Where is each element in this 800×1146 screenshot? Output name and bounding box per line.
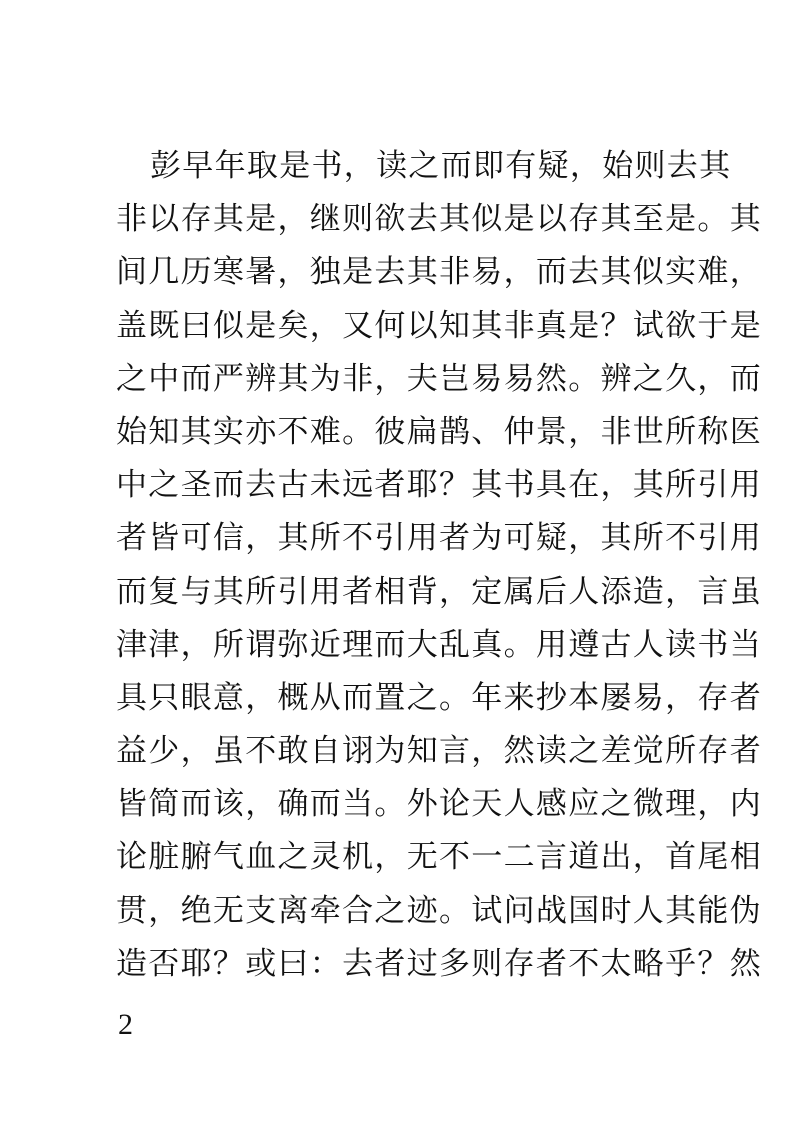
text-line: 益少，虽不敢自诩为知言，然读之差觉所存者 <box>116 733 762 770</box>
text-line: 彭早年取是书，读之而即有疑，始则去其 <box>150 148 732 184</box>
text-line: 论脏腑气血之灵机，无不一二言道出，首尾相 <box>116 839 762 876</box>
text-line: 之中而严辨其为非，夫岂易易然。辨之久，而 <box>116 360 762 397</box>
text-line: 而复与其所引用者相背，定属后人添造，言虽 <box>116 573 762 610</box>
text-line: 皆简而该，确而当。外论天人感应之微理，内 <box>116 786 762 823</box>
text-line: 盖既曰似是矣，又何以知其非真是？试欲于是 <box>116 307 762 344</box>
text-line: 贯，绝无支离牵合之迹。试问战国时人其能伪 <box>116 892 762 929</box>
text-line: 始知其实亦不难。彼扁鹊、仲景，非世所称医 <box>116 413 762 450</box>
text-line: 间几历寒暑，独是去其非易，而去其似实难， <box>116 254 762 291</box>
body-text <box>116 140 762 991</box>
text-line: 具只眼意，概从而置之。年来抄本屡易，存者 <box>116 679 762 716</box>
text-line: 造否耶？或曰：去者过多则存者不太略乎？然 <box>116 945 762 982</box>
text-line: 津津，所谓弥近理而大乱真。用遵古人读书当 <box>116 626 762 663</box>
text-line: 者皆可信，其所不引用者为可疑，其所不引用 <box>116 520 762 557</box>
text-line: 中之圣而去古未远者耶？其书具在，其所引用 <box>116 467 762 504</box>
page-number: 2 <box>118 1008 133 1041</box>
text-line: 非以存其是，继则欲去其似是以存其至是。其 <box>116 201 762 238</box>
